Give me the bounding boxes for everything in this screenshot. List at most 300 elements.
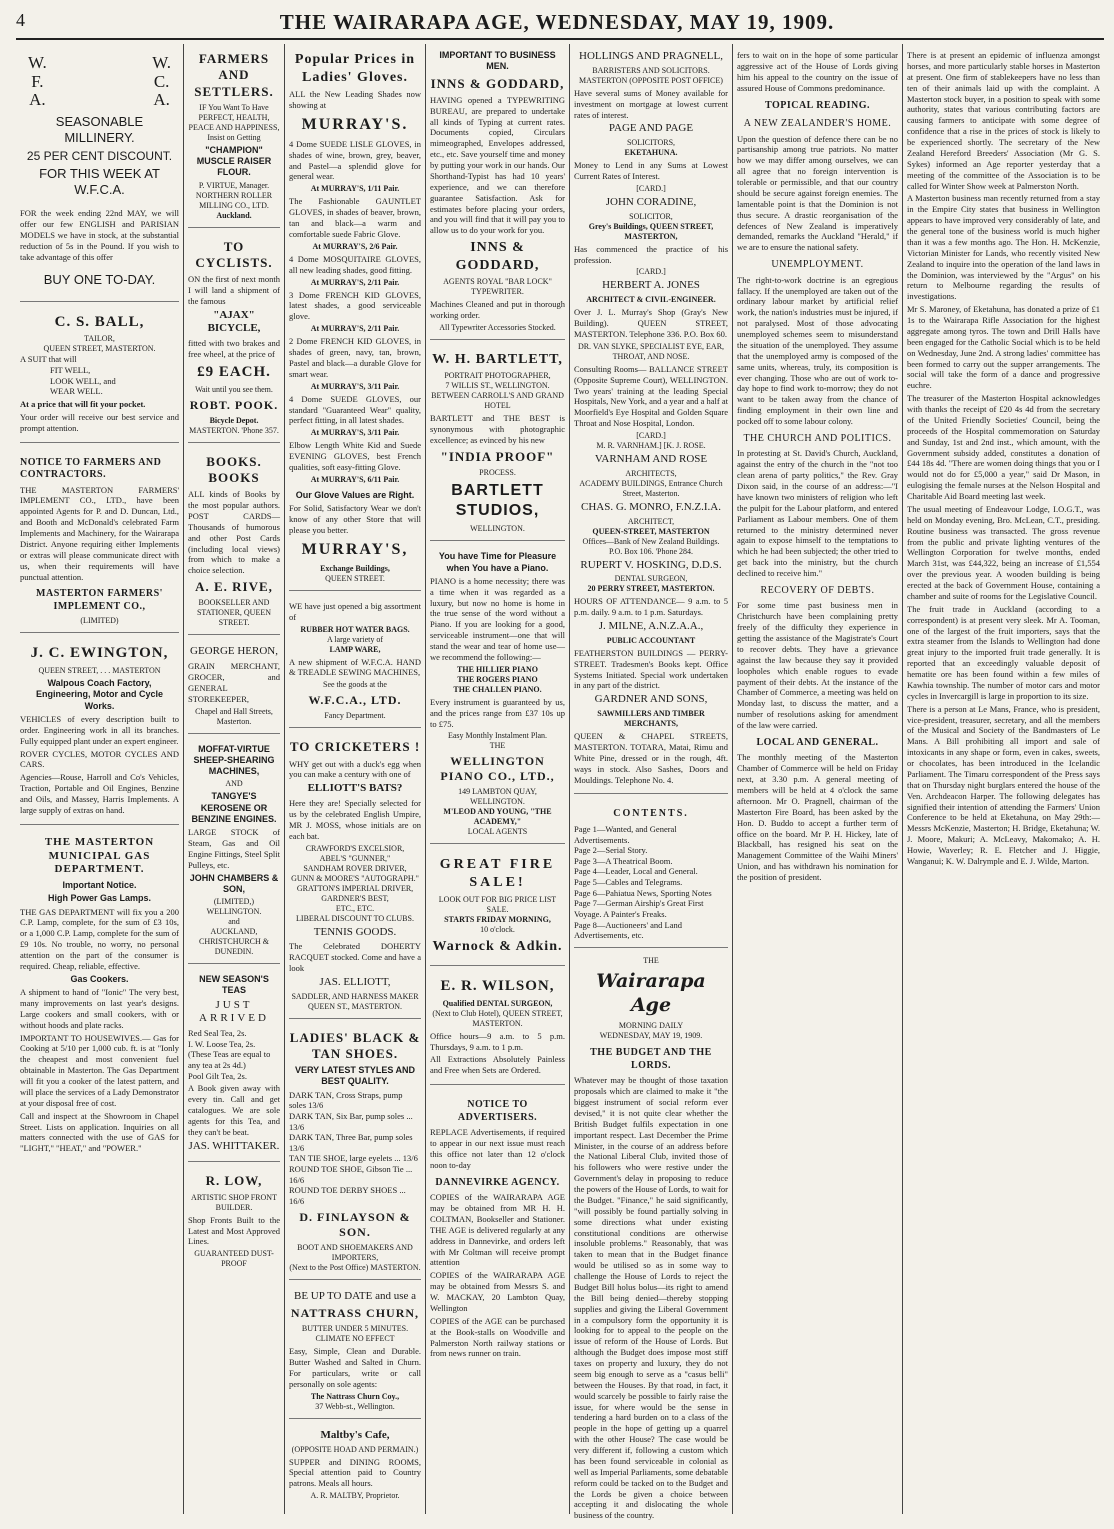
goddard-machines: Machines Cleaned and put in thorough working order. [430, 299, 565, 320]
ewington-name: J. C. EWINGTON, [30, 645, 169, 662]
rive-trade: BOOKSELLER AND STATIONER, QUEEN STREET. [196, 598, 272, 628]
advertisers-title: NOTICE TO ADVERTISERS. [457, 1099, 538, 1123]
maltby-name: Maltby's Cafe, [320, 1428, 390, 1441]
varnham-name: VARNHAM AND ROSE [594, 453, 708, 465]
piano-local: LOCAL AGENTS [467, 827, 528, 837]
wfca-depot: Fancy Department. [324, 711, 386, 721]
ewington-works: Walpous Coach Factory, Engineering, Motor and Cycle Works. [35, 678, 163, 711]
chambers-ad [188, 738, 280, 965]
cricketers-bat: ABEL'S "GUNNER," [319, 853, 391, 863]
churn-tag: BUTTER UNDER 5 MINUTES. CLIMATE NO EFFECT [301, 1324, 409, 1344]
church-title: THE CHURCH AND POLITICS. [743, 432, 892, 444]
ewington-agencies: Agencies—Rouse, Harroll and Co's Vehicles, Traction, Portable and Oil Engines, Benzine and Oils, and Massey, Harris Implements. A large supply of extras on hand. [20, 772, 179, 815]
bartlett-name: W. H. BARTLETT, [432, 351, 563, 367]
glove-item-price: At MURRAY'S, 2/11 Pair. [310, 277, 400, 287]
paper-date: WEDNESDAY, MAY 19, 1909. [599, 1031, 703, 1041]
goddard-repeat: INNS & GODDARD, [455, 240, 540, 273]
piano-title: You have Time for Pleasure when You have a Piano. [438, 551, 557, 573]
cricketers-bat: ETC., ETC. [335, 903, 375, 913]
piano-the: THE [489, 741, 506, 751]
shoes-sub: VERY LATEST STYLES AND BEST QUALITY. [294, 1065, 415, 1087]
teas-item: Red Seal Tea, 2s. [188, 1028, 247, 1039]
cricketers-text: WHY get out with a duck's egg when you can make a century with one of [289, 758, 421, 780]
logo-letter: F. [31, 71, 44, 91]
goddard-text: HAVING opened a TYPEWRITING BUREAU, are prepared to undertake all kinds of Typing at current rates. Documents copied, Circulars mimeographed, Envelopes addressed, etc., etc. Save yourself time and money by putting your work in our hands. Our Shorthand-Typist has had 10 years' experience, and we can therefore guarantee Satisfaction. Ask for estimates before placing your orders, and you will find that it will pay you to allow us to do your work for you. [430, 94, 565, 236]
pook-depot: Bicycle Depot. [209, 415, 259, 425]
advertisers-notice [430, 1089, 565, 1367]
column-4 [425, 44, 569, 1514]
farmers-co-name: MASTERTON FARMERS' IMPLEMENT CO., [36, 588, 163, 612]
shoes-item: DARK TAN, Six Bar, pump soles ... 13/6 [289, 1110, 413, 1132]
elliott-name: JAS. ELLIOTT, [319, 975, 391, 988]
studios-name: BARTLETT STUDIOS, [451, 482, 544, 520]
column-6 [732, 44, 902, 1514]
railway-text: COPIES of the AGE can be purchased at the Book-stalls on Woodville and Palmerston North railway stations or from news runner on train. [430, 1315, 565, 1359]
column-2 [183, 44, 284, 1514]
varnham-trade: ARCHITECTS, [625, 468, 677, 478]
shoes-item: ROUND TOE DERBY SHOES ... 16/6 [289, 1185, 406, 1206]
slyke-text: Consulting Rooms— BALLANCE STREET (Opposite Supreme Court), WELLINGTON. Two years' training at the leading Special Hospitals, New York, and a year and a half at Moorfield's Eye Hospital and Golden Square Throat and Nose Hospital, London. [574, 363, 728, 429]
paper-name: Wairarapa Age [596, 969, 706, 1016]
bartlett-process: PROCESS. [479, 468, 516, 478]
chambers-and: and [228, 917, 240, 927]
wilson-hours: Office hours—9 a.m. to 5 p.m. Thursdays, 9 a.m. to 1 p.m. [430, 1030, 565, 1052]
tennis-text: The Celebrated DOHERTY RACQUET stocked. Come and have a look [289, 941, 421, 973]
low-trade: ARTISTIC SHOP FRONT BUILDER. [191, 1192, 277, 1212]
ball-line: A SUIT that will [20, 354, 77, 365]
gas-cookers-text: A shipment to hand of "Ionic" The very best, many improvements on last year's designs. Large cookers and small cookers, with or without hoods and plate racks. [20, 987, 179, 1030]
cricketers-bat: GUNN & MOORE'S "AUTOGRAPH." [291, 873, 419, 883]
wfca-ltd: W.F.C.A., LTD. [308, 693, 402, 708]
whittaker-name: JAS. WHITTAKER. [188, 1139, 280, 1152]
glove-item-text: The Fashionable GAUNTLET GLOVES, in shades of beaver, brown, tan and black—a warm and comfortable suede Fabric Glove. [289, 196, 421, 239]
chambers-ltd: (LIMITED,) [213, 897, 255, 907]
teas-title: NEW SEASON'S TEAS [199, 974, 269, 996]
glove-item-text: Elbow Length White Kid and Suede EVENING GLOVES, best French qualities, soft easy-fitting Glove. [289, 440, 421, 472]
rive-name: A. E. RIVE, [195, 579, 273, 595]
glove-item-price: At MURRAY'S, 1/11 Pair. [310, 184, 400, 194]
gas-householders: IMPORTANT TO HOUSEWIVES.— Gas for Cooking at 5/10 per 1,000 cub. ft. is at "Ionly the cheapest and most convenient fuel obtainable in Masterton. The Gas Department will fit you a cooker of the latest pattern, and will place the services of a Lady Demonstrator at your disposal free of cost. [20, 1032, 179, 1108]
low-footer: GUARANTEED DUST-PROOF [194, 1249, 274, 1269]
moffat-title: MOFFAT-VIRTUE SHEEP-SHEARING MACHINES, [193, 743, 275, 777]
piano-guarantee: Every instrument is guaranteed by us, and the prices range from £37 10s up to £75. [430, 696, 565, 729]
page-name: PAGE AND PAGE [608, 122, 694, 135]
liberal-heading: LIBERAL DISCOUNT TO CLUBS. [296, 913, 414, 923]
murrays-full: MURRAY'S, [301, 540, 409, 558]
murrays-buildings: Exchange Buildings, [320, 563, 390, 573]
cyclists-title: TO CYCLISTS. [195, 238, 273, 270]
churn-name: NATTRASS CHURN, [290, 1306, 420, 1321]
chambers-name: JOHN CHAMBERS & SON, [189, 872, 279, 894]
millinery-text: FOR the week ending 22nd MAY, we will offer our few ENGLISH and PARISIAN MODELS we have in stock, at the substantial reduction of 5s in the Pound. If you wish to take advantage of this offer [20, 208, 179, 262]
page-number: 4 [16, 10, 25, 30]
glove-item-price: At MURRAY'S, 3/11 Pair. [310, 381, 400, 391]
piano-address: 149 LAMBTON QUAY, WELLINGTON. [458, 787, 537, 807]
cricketers-bat: GRATTON'S IMPERIAL DRIVER, [296, 883, 414, 893]
fire-title: GREAT FIRE SALE! [439, 857, 556, 890]
maltby-prop: A. R. MALTBY, Proprietor. [310, 1491, 400, 1501]
goddard-accessories: All Typewriter Accessories Stocked. [439, 322, 556, 332]
books-ad [188, 447, 280, 636]
gas-lamps: High Power Gas Lamps. [47, 893, 152, 904]
gas-text: THE GAS DEPARTMENT will fix you a 200 C.P. Lamp, complete, for the sum of £3 10s, or a 1,000 C.P. Lamp, complete for the sum of £9 10s. No trouble, no worry, no personal attention on the part of the consumer is required. Cheap, reliable, effective. [20, 906, 179, 971]
glove-item-price: At MURRAY'S, 3/11 Pair. [310, 428, 400, 438]
contents-item: Page 3—A Theatrical Boom. [574, 855, 673, 866]
flour-ad [188, 44, 280, 228]
monro-box: P.O. Box 106. 'Phone 284. [608, 546, 694, 556]
dannevirke-title: DANNEVIRKE AGENCY. [435, 1176, 560, 1188]
cyclists-ad [188, 232, 280, 443]
bath-variety: A large variety of [326, 634, 384, 644]
news-paragraph: Mr S. Maroney, of Eketahuna, has donated a prize of £1 1s to the Wairarapa Rifle Association for the highest aggregate among tyros. The town and Drill Halls have been engaged for the Catholic Social which is to be held on Wednesday, June 2nd. A strong ladies' committee has been formed to carry out the supper arrangements. The social will take the form of a dance and progressive euchre. [907, 304, 1100, 391]
logo-letter: W. [28, 53, 47, 72]
budget-text: Whatever may be thought of those taxation proposals which are claimed to make it "the biggest instrument of social reform ever devised," it is not quite clear whether the British Budget fulfils expectation in one important respect. Last December the Prime Minister, in the course of an address before the National Liberal Club, invited those of his followers who were restive under the Government's delay in proposing to reduce the powers of the House of Lords, to wait for the Budget. "Finance," he said significantly, "will possibly be found partially solving in some directions what under existing constitutional conditions are otherwise insoluble problems." Reasonably, that was taken to mean that in the Budget finance would be utilised so as in some way to challenge the House of Lords to reject the Budget Bill holus bolus—its right to amend the Bill being denied—thereby stopping supplies and giving the Liberal Government in a compulsory form the opportunity it is looking for to appeal to the people on the issue of reform of the House of Lords. But although the Budget does impose most stiff taxes on property and luxury, they do not seem big enough to serve as a "casus belli" between the Houses. By that road, in fact, it would scarcely be possible to fairly raise the issue, for where would be the sense in tendering a hard burden on to a class of the people in the hope of getting up a quarrel with the other House? The case would be very different if, following a custom which has been found serviceable in colonial as well as Imperial Parliaments, some debatable reform could be tacked on to the Budget and the Lords be given a choice between accepting it and dislocating the whole business of the country. [574, 1075, 728, 1521]
cricketers-ad [289, 732, 421, 1018]
column-7 [902, 44, 1104, 1514]
pragnell-text: Have several sums of Money available for investment on mortgage at lowest current rates of interest. [574, 87, 728, 120]
glove-item-text: 3 Dome FRENCH KID GLOVES, latest shades, a good serviceable glove. [289, 289, 421, 322]
cyclists-text: ON the first of next month I will land a shipment of the famous [188, 274, 280, 306]
churn-text: Easy, Simple, Clean and Durable. Butter Washed and Salted in Churn. For particulars, write or call personally on sole agents: [289, 1346, 421, 1389]
heron-trade: GRAIN MERCHANT, GROCER, and GENERAL STOREKEEPER, [188, 661, 280, 704]
churn-address: 37 Webb-st., Wellington. [315, 1401, 395, 1411]
ball-price: At a price that will fit your pocket. [20, 398, 146, 409]
elliott-trade: SADDLER, AND HARNESS MAKER QUEEN ST., MASTERTON. [291, 991, 419, 1011]
flour-line: IF You Want To Have [199, 102, 269, 112]
flour-line: Insist on Getting [207, 132, 261, 142]
ball-note: Your order will receive our best service and prompt attention. [20, 411, 179, 433]
shoes-item: DARK TAN, Three Bar, pump soles 13/6 [289, 1132, 413, 1153]
gardner-trade: SAWMILLERS AND TIMBER MERCHANTS, [597, 709, 705, 728]
finlayson-trade: BOOT AND SHOEMAKERS AND IMPORTERS, [297, 1242, 413, 1262]
murrays-street: QUEEN STREET. [325, 573, 385, 583]
varnham-address: ACADEMY BUILDINGS, Entrance Church Street, Masterton. [579, 478, 723, 498]
contents-item: Page 4—Leader, Local and General. [574, 866, 698, 877]
hosking-trade: DENTAL SURGEON, [614, 574, 688, 584]
ewington-text: VEHICLES of every description built to order. Engineering work in all its branches. Fully equipped plant under an expert engineer. [20, 713, 179, 746]
teas-text: A Book given away with every tin. Call and get catalogues. We are sole agents for this Tea, and they can't be beat. [188, 1083, 280, 1137]
news-paragraph: There is a person at Le Mans, France, who is president, vice-president, treasurer, secretary, and all the members of the Musical and Society of the Bandmasters of Le Mans. A Bill prohibiting all import and sale of intoxicants in any shape or form, even in cakes, sweets, or chocolates, has been introduced in the Icelandic Parliament. The Timaru correspondent of the Press says that on Thursday night burglars entered the house of the Ven. Archdeacon Harper. The following delegates has signified their intention of attending the Farmers' Union Conference to be held at Eketahuna, on May 29th:—Messrs McKenzie, Masterton; H. Bridge, Eketahuna; W. J. Moore, Makuri; A. McLeavy, Makomako; A. H. Howie, Waverley; R. E. Fletcher and J. Higgie, Wanganui; K. W. Dalrymple and E. J. Wilde, Marton. [907, 703, 1100, 866]
teas-item: I. W. Loose Tea, 2s. [188, 1038, 256, 1049]
piano-brand: THE CHALLEN PIANO. [453, 684, 542, 694]
paper-the: THE [643, 955, 659, 965]
ewington-ad [20, 637, 179, 824]
fire-time: 10 o'clock. [480, 925, 515, 935]
contents-item: Page 7—German Airship's Great First Voyage. A Painter's Freaks. [574, 898, 704, 919]
news-paragraph: The usual meeting of Endeavour Lodge, I.O.G.T., was held on Monday evening, Bro. McLean, C.T., presiding. Routine business was transacted. The gross revenue from the public and private lighting ventures of the Wellington Corporation for twelve months, ended March 31st, was £44,322, being an increase of £1,554 over the previous year. A wooden building is being erected at the back of Government House, containing a chamber and suite of rooms for the Legislative Council. [907, 503, 1100, 601]
cricketers-bat: CRAWFORD'S EXCELSIOR, [305, 843, 405, 853]
pragnell-name: HOLLINGS AND PRAGNELL, [579, 50, 723, 62]
bartlett-ad [430, 344, 565, 541]
bartlett-between: BETWEEN CARROLL'S AND GRAND HOTEL [431, 391, 564, 411]
budget-title: THE BUDGET AND THE LORDS. [590, 1047, 712, 1071]
farmers-notice-ad [20, 447, 179, 634]
cricketers-bats: ELLIOTT'S BATS? [307, 782, 403, 795]
flour-manager: P. VIRTUE, Manager. [198, 180, 270, 190]
farmers-notice-title: NOTICE TO FARMERS AND CONTRACTORS. [20, 456, 162, 481]
cyclists-fitted: fitted with two brakes and free wheel, at the price of [188, 338, 280, 359]
heron-address: Chapel and Hall Streets, Masterton. [195, 706, 273, 726]
slyke-name: DR. VAN SLYKE, SPECIALIST EYE, EAR, THROAT, AND NOSE. [577, 341, 725, 361]
books-text: ALL kinds of Books by the most popular authors. POST CARDS—Thousands of humorous and other Post Cards (including local views) from which to make a choice selection. [188, 489, 280, 576]
news-paragraph: The treasurer of the Masterton Hospital acknowledges with thanks the receipt of £20 4s 4d from the secretary of the United Friendly Societies' Council, being the proceeds of the Hospital commemoration on Saturday and Sunday, 1st and 2nd inst., which amount, with the Government subsidy added, constitutes a donation of £44 18s 4d. "There are women doing things that you or I would not do for £5,000 a year," said Dr Mason, in eulogising the female nurses at the Nelson Hospital and Charitable Aid Board meeting last week. [907, 393, 1100, 501]
news-paragraph: There is at present an epidemic of influenza amongst horses, and more particularly stable horses in Masterton at present. One firm of stablekeepers have no less than ten of their animals laid up with the complaint. A Masterton stock buyer, in a position to speak with some authority, states that various contributing factors are causing farmers to anticipate with some degree of confidence that a rise in the prices of stock is likely to be experienced shortly. The secretary of the New Zealand Hereford Breeders' Association (Mr G. S. Sykes) informed an Age reporter yesterday that a meeting of the committee of the Association is to be called for Winter Show week at Palmerston North. [907, 50, 1100, 191]
bartlett-text: BARTLETT and THE BEST is synonymous with photographic excellence; as evinced by his new [430, 413, 565, 446]
logo-letter: A. [29, 90, 46, 110]
contents-title: CONTENTS. [613, 808, 689, 820]
glove-item-price: At MURRAY'S, 2/11 Pair. [310, 324, 400, 334]
piano-terms: Easy Monthly Instalment Plan. [447, 731, 548, 741]
bath-shipment: A new shipment of W.F.C.A. HAND & TREADLE SEWING MACHINES, [289, 656, 421, 678]
cyclists-bicycle: "AJAX" BICYCLE, [207, 308, 261, 335]
glove-item-text: 2 Dome FRENCH KID GLOVES, in shades of green, navy, tan, brown, Pastel and black—a durable Glove for smart wear. [289, 336, 421, 379]
church-text: In protesting at St. David's Church, Auckland, against the entry of the church in the "not too clean arena of party politics," the Rev. Gray Dixon said, in the course of an address:—"I have known two ministers of religion who left the pulpit for the Labour platform, and entered Parliament as Labour members. One of them returned to the ministry determined never again to expose himself to the temptations to which he had been subjected; the other tried to get back into the ministry, but the church declined to receive him." [737, 448, 898, 578]
shoes-item: TAN TIE SHOE, large eyelets ... 13/6 [289, 1153, 418, 1164]
home-title: A NEW ZEALANDER'S HOME. [743, 118, 892, 129]
glove-item-text: 4 Dome SUEDE GLOVES, our standard "Guaranteed Wear" quality, perfect fitting, in all latest shades. [289, 393, 421, 426]
warnock-name: Warnock & Adkin. [432, 939, 563, 955]
gardner-text: QUEEN & CHAPEL STREETS, MASTERTON. TOTARA, Matai, Rimu and White Pine, dressed or in the rough, 4ft. ways in stock. Also Sashes, Doors and Mouldings. Telephone No. 4. [574, 731, 728, 785]
teas-item: Pool Gilt Tea, 2s. [188, 1070, 247, 1081]
ball-line: LOOK WELL, and [50, 375, 116, 386]
fire-start: STARTS FRIDAY MORNING, [444, 915, 551, 925]
milne-name: J. MILNE, A.N.Z.A.A., [598, 620, 704, 632]
gas-department-ad [20, 829, 179, 1162]
editorial-block [574, 952, 728, 1529]
pragnell-trade: BARRISTERS AND SOLICITORS. [592, 65, 710, 75]
monro-trade: ARCHITECT, [627, 516, 675, 526]
pook-name: ROBT. POOK. [189, 397, 279, 412]
millinery-discount: 25 PER CENT DISCOUNT. [26, 148, 173, 163]
moffat-and: AND [225, 779, 243, 789]
low-text: Shop Fronts Built to the Latest and Most Approved Lines. [188, 1214, 280, 1247]
churn-title: BE UP TO DATE and use a [293, 1289, 416, 1302]
varnham-partners: M. R. VARNHAM.] [K. J. ROSE. [596, 441, 706, 450]
local-general-cont [907, 44, 1100, 875]
bartlett-address: 7 WILLIS ST., WELLINGTON. [445, 381, 550, 391]
piano-text: PIANO is a home necessity; there was a time when it was regarded as a luxury, but now no home is home in the true sense of the word without a Piano. If you are looking for a good, serviceable instrument—one that will stand the wear and tear of home use—we recommend the following:— [430, 575, 565, 662]
millinery-title: SEASONABLE MILLINERY. [55, 114, 144, 146]
jones-address: Over J. L. Murray's Shop (Gray's New Building). QUEEN STREET, MASTERTON. Telephone 336. P.O. Box 60. [574, 307, 728, 339]
card-label: [CARD.] [636, 267, 666, 277]
unemployment-title: UNEMPLOYMENT. [771, 259, 864, 271]
news-block [737, 44, 898, 891]
farmers-settlers-title: FARMERS AND SETTLERS. [194, 51, 274, 99]
news-paragraph: The fruit trade in Auckland (according to a correspondent) is at present very sleek. Mr A. Tooman, one of the largest of the fruit importers, says that the extra steamer from the Islands to Wellington had done great injury to the imported fruit trade generally. It is reported that an exceedingly valuable deposit of hematite ore has been found within a few miles of Kawhia township. The number of motor cars and motor cycles in Invercargill is large in proportion to its size. [907, 603, 1100, 701]
cricketers-bat: GARDNER'S BEST, [321, 893, 389, 903]
books-title: BOOKS. BOOKS [206, 453, 262, 485]
masthead [0, 10, 1114, 36]
maltby-ad [289, 1423, 421, 1507]
ewington-cycles: ROVER CYCLES, MOTOR CYCLES AND CARS. [20, 748, 179, 770]
gas-title: THE MASTERTON MUNICIPAL GAS DEPARTMENT. [44, 835, 155, 876]
monro-offices: Offices—Bank of New Zealand Buildings. [582, 536, 720, 546]
flour-city: Auckland. [216, 210, 252, 220]
card-label: [CARD.] [636, 183, 666, 193]
bath-item: RUBBER HOT WATER BAGS. [300, 624, 410, 634]
page-text: Money to Lend in any Sums at Lowest Current Rates of Interest. [574, 160, 728, 181]
chambers-branches: AUCKLAND, CHRISTCHURCH & DUNEDIN. [198, 927, 269, 957]
debts-text: For some time past business men in Christchurch have been complaining pretty freely of the difficulty they experience in getting the assistance of the Magistrate's Court to recover debts. They have a grievance against the law because they say it provided loopholes which enable rogues to evade payment of their debts. At the instance of the Chamber of Commerce, a meeting was held on Monday last, to discuss the matter, and a number of resolutions asking for amendment of the law were carried. [737, 600, 898, 730]
paper-daily: MORNING DAILY [618, 1021, 684, 1031]
low-name: R. LOW, [205, 1173, 263, 1189]
gloves-intro: ALL the New Leading Shades now showing at [289, 89, 421, 110]
coradine-address: Grey's Buildings, QUEEN STREET, MASTERTON, [588, 221, 714, 241]
wilson-trade: Qualified DENTAL SURGEON, [442, 998, 553, 1008]
logo-letter: C. [153, 71, 170, 91]
piano-agents: M'LEOD AND YOUNG, "THE ACADEMY," [443, 807, 552, 827]
bartlett-trade: PORTRAIT PHOTOGRAPHER, [444, 371, 551, 381]
churn-ad [289, 1284, 421, 1419]
gas-footer: Call and inspect at the Showroom in Chapel Street. Lists on application. Inquiries on all matters connected with the use of GAS for "LIGHT," "HEAT," and "POWER." [20, 1110, 179, 1154]
contents-item: Page 6—Pahiatua News, Sporting Notes [574, 887, 712, 898]
jones-trade: ARCHITECT & CIVIL-ENGINEER. [586, 295, 716, 305]
hosking-name: RUPERT V. HOSKING, D.D.S. [580, 558, 722, 571]
low-ad [188, 1166, 280, 1275]
logo-letter: W. [152, 53, 171, 72]
fire-sale-ad [430, 848, 565, 966]
contents-item: Page 5—Cables and Telegrams. [574, 877, 683, 887]
coradine-text: Has commenced the practice of his profession. [574, 243, 728, 265]
gloves-values: Our Glove Values are Right. [295, 489, 415, 500]
shoes-title: LADIES' BLACK & TAN SHOES. [289, 1029, 421, 1061]
card-label: [CARD.] [636, 431, 666, 440]
churn-agents: The Nattrass Churn Coy., [310, 1391, 400, 1401]
gloves-ad [289, 44, 421, 591]
glove-item-text: 4 Dome MOSQUITAIRE GLOVES, all new leading shades, good fitting. [289, 253, 421, 275]
murrays-name: MURRAY'S. [301, 115, 409, 133]
farmers-notice-text: THE MASTERTON FARMERS' IMPLEMENT CO., LTD., have been appointed Agents for P. and D. Duncan, Ltd., and Booth and McDonald's celebrated Farm Implements and Machinery, for the Wairarapa District. Anyone requiring either Implements or extras will please communicate direct with us, when their requirements will have punctual attention. [20, 484, 179, 582]
glove-item-price: At MURRAY'S, 2/6 Pair. [312, 241, 398, 251]
teas-item: (These Teas are equal to any tea at 2s 4d.) [188, 1049, 271, 1070]
wfca-logo [20, 48, 179, 112]
logo-letter: A. [153, 90, 170, 110]
bath-lamp: LAMP WARE, [329, 644, 381, 654]
bartlett-proof: "INDIA PROOF" [440, 449, 555, 464]
heron-name: GEORGE HERON, [190, 645, 278, 658]
wilson-address: (Next to Club Hotel), QUEEN STREET, MASTERTON. [432, 1008, 563, 1028]
millinery-week: FOR THIS WEEK AT W.F.C.A. [39, 165, 160, 197]
column-3 [284, 44, 425, 1514]
unemployment-text: The right-to-work doctrine is an egregious fallacy. If the unemployed are taken out of the ordinary labour market by artificial relief work, the nation's industries must be injured, if not paralysed. Most of those advocating unemployed schemes seem to misunderstand the situation of the unemployed. They assume that the unemployed army is composed of the same units, whereas, truly, its composition is ever changing. Those who are out of work to-day hope to find work to-morrow; they do not want to be taken away from the chance of finding employment in their own line and pocked off to some labour colony. [737, 274, 898, 426]
local-title: LOCAL AND GENERAL. [756, 736, 879, 748]
wilson-ad [430, 970, 565, 1085]
glove-item-price: At MURRAY'S, 6/11 Pair. [310, 474, 400, 484]
ball-name: C. S. BALL, [54, 313, 145, 330]
fire-look: LOOK OUT FOR BIG PRICE LIST SALE. [438, 895, 557, 915]
farmers-co-limited: (LIMITED) [80, 616, 119, 626]
ball-line: FIT WELL, [50, 365, 91, 376]
gloves-service: For Solid, Satisfactory Wear we don't know of any other Store that will please you better. [289, 503, 421, 535]
gardner-name: GARDNER AND SONS, [594, 693, 708, 706]
lords-cont: fers to wait on in the hope of some particular aggressive act of the House of Lords giving him his appeal to the country on the issue of assured House of Commons predominance. [737, 50, 898, 93]
cyclists-price: £9 EACH. [197, 363, 271, 380]
masthead-rule [16, 38, 1104, 40]
piano-company: WELLINGTON PIANO CO., LTD., [440, 754, 555, 784]
studios-city: WELLINGTON. [470, 524, 525, 534]
heron-ad [188, 639, 280, 733]
ball-line: WEAR WELL. [50, 386, 103, 397]
wilson-text: All Extractions Absolutely Painless and Free when Sets are Ordered. [430, 1054, 565, 1076]
business-title: IMPORTANT TO BUSINESS MEN. [439, 50, 556, 72]
goddard-ad [430, 44, 565, 340]
flour-name: "CHAMPION" MUSCLE RAISER FLOUR. [196, 144, 272, 178]
wellington-text: COPIES of the WAIRARAPA AGE may be obtained from Messrs S. and W. MACKAY, 20 Lambton Quay, Wellington [430, 1270, 565, 1313]
page-trade: SOLICITORS, [626, 138, 676, 148]
millinery-ad [20, 44, 179, 302]
tangye-title: TANGYE'S KEROSENE OR BENZINE ENGINES. [191, 791, 277, 824]
ball-address: QUEEN STREET, MASTERTON. [43, 344, 156, 354]
finlayson-name: D. FINLAYSON & SON. [299, 1209, 411, 1239]
wilson-name: E. R. WILSON, [440, 977, 555, 994]
flour-mill: NORTHERN ROLLER MILLING CO., LTD. [195, 190, 273, 210]
milne-trade: PUBLIC ACCOUNTANT [606, 635, 696, 645]
pook-address: MASTERTON. 'Phone 357. [189, 425, 279, 435]
bath-text: WE have just opened a big assortment of [289, 600, 421, 622]
dannevirke-text: COPIES of the WAIRARAPA AGE may be obtained from MR H. H. COLTMAN, Bookseller and Stationer. THE AGE is delivered regularly at any address in Dannevirke, and orders left with Mr Coltman will receive prompt attention [430, 1192, 565, 1268]
wfca-fancy-ad [289, 595, 421, 729]
ewington-address: QUEEN STREET, . . . MASTERTON [38, 666, 161, 676]
advertisers-text: REPLACE Advertisements, if required to appear in our next issue must reach this office not later than 12 o'clock noon to-day [430, 1127, 565, 1170]
cricketers-title: TO CRICKETERS ! [289, 739, 421, 755]
hosking-address: 20 PERRY STREET, MASTERTON. [587, 584, 715, 594]
local-text: The monthly meeting of the Masterton Chamber of Commerce will be held on Friday next, at 3.30 p.m. A general meeting of members will be held at 4 o'clock the same afternoon. Mr O. Pragnell, chairman of the Masterton Fire Board, has been asked by the Hon. D. Buddo to accept a further term of office on the board. Mr P. H. Hickey, late of Blackball, has resigned his seat on the Management Committee of the Waihi Miners' Union, and has withdrawn his nomination for the position of president. [737, 752, 898, 882]
piano-brand: THE HILLIER PIANO [457, 664, 538, 674]
goddard-name: INNS & GODDARD, [430, 75, 565, 91]
contents-item: Page 8—Auctioneers' and Land Advertisements, etc. [574, 919, 682, 941]
column-1 [16, 44, 183, 1514]
topical-title: TOPICAL READING. [764, 99, 871, 111]
newspaper-title: THE WAIRARAPA AGE, WEDNESDAY, MAY 19, 1909. [279, 10, 835, 34]
page-city: EKETAHUNA. [624, 148, 678, 158]
finlayson-address: (Next to the Post Office) MASTERTON. [289, 1262, 421, 1272]
piano-brand: THE ROGERS PIANO [457, 674, 538, 684]
contents-block [574, 798, 728, 947]
debts-title: RECOVERY OF DEBTS. [760, 584, 875, 596]
piano-ad [430, 545, 565, 844]
maltby-text: SUPPER and DINING ROOMS, Special attention paid to Country patrons. Meals all hours. [289, 1456, 421, 1489]
cricketers-bat: SANDHAM ROVER DRIVER, [303, 863, 407, 873]
tennis-title: TENNIS GOODS. [313, 925, 397, 938]
shoes-item: DARK TAN, Cross Straps, pump soles 13/6 [289, 1089, 403, 1111]
cricketers-desc: Here they are! Specially selected for us by the celebrated English Umpire, MR J. MOSS, whose initials are on each bat. [289, 798, 421, 841]
millinery-cta: BUY ONE TO-DAY. [43, 272, 156, 288]
hosking-hours: HOURS OF ATTENDANCE— 9 a.m. to 5 p.m. daily. 9 a.m. to 1 p.m. Saturdays. [574, 596, 728, 618]
cyclists-wait: Wait until you see them. [195, 384, 273, 394]
shoes-item: ROUND TOE SHOE, Gibson Tie ... 16/6 [289, 1164, 413, 1185]
monro-name: CHAS. G. MONRO, F.N.Z.I.A. [581, 500, 721, 513]
news-paragraph: A Masterton business man recently returned from a stay in the Empire City states that business in Wellington appears to have improved very considerably of late, and the general tone of the business world is much higher than it was a few months ago. The Hon. H. McKenzie, Victorian Minister for Lands, who recently visited New Zealand to inquire into the operation of the land laws in the Dominion, was interviewed by the "Argus" on his return to Melbourne regarding the results of investigations. [907, 193, 1100, 302]
pragnell-address: MASTERTON (OPPOSITE POST OFFICE) [579, 75, 723, 85]
goddard-agents: AGENTS ROYAL "BAR LOCK" TYPEWRITER. [443, 277, 552, 297]
monro-address: QUEEN-STREET, MASTERTON [592, 526, 710, 536]
gloves-title: Popular Prices in Ladies' Gloves. [294, 52, 416, 85]
contents-item: Page 2—Serial Story. [574, 845, 648, 856]
coradine-trade: SOLICITOR, [629, 211, 673, 221]
teas-ad [188, 968, 280, 1162]
teas-arrived: JUST ARRIVED [199, 998, 269, 1025]
milne-text: FEATHERSTON BUILDINGS — PERRY-STREET. Tradesmen's Books kept. Office Systems Initiated. Special work undertaken in any part of the district. [574, 647, 728, 691]
tangye-text: LARGE STOCK of Steam, Gas and Oil Engine Fittings, Steel Split Pulleys, etc. [188, 827, 280, 870]
gas-cookers: Gas Cookers. [70, 973, 129, 984]
jones-name: HERBERT A. JONES [602, 279, 700, 292]
home-text: Upon the question of defence there can be no partisanship among true patriots. No matter how we may differ among ourselves, we can all agree that no foreign intervention is tolerable or permissible, and that our country should be secure against foreign enemies. The lamentable point is that the Dominion is not thus secure. A drastic reorganisation of the defences of New Zealand is imperatively demanded, remarks the Auckland "Herald," if we are to ensure the national safety. [737, 133, 898, 253]
coradine-name: JOHN CORADINE, [605, 195, 697, 208]
glove-item-text: 4 Dome SUEDE LISLE GLOVES, in shades of wine, brown, grey, beaver, and Pastel—a splendid glove for general wear. [289, 138, 421, 182]
ball-tailor-ad [20, 306, 179, 443]
bath-see: See the goods at the [323, 680, 387, 690]
maltby-address: (OPPOSITE HOAD AND PERMAIN.) [291, 1444, 419, 1454]
